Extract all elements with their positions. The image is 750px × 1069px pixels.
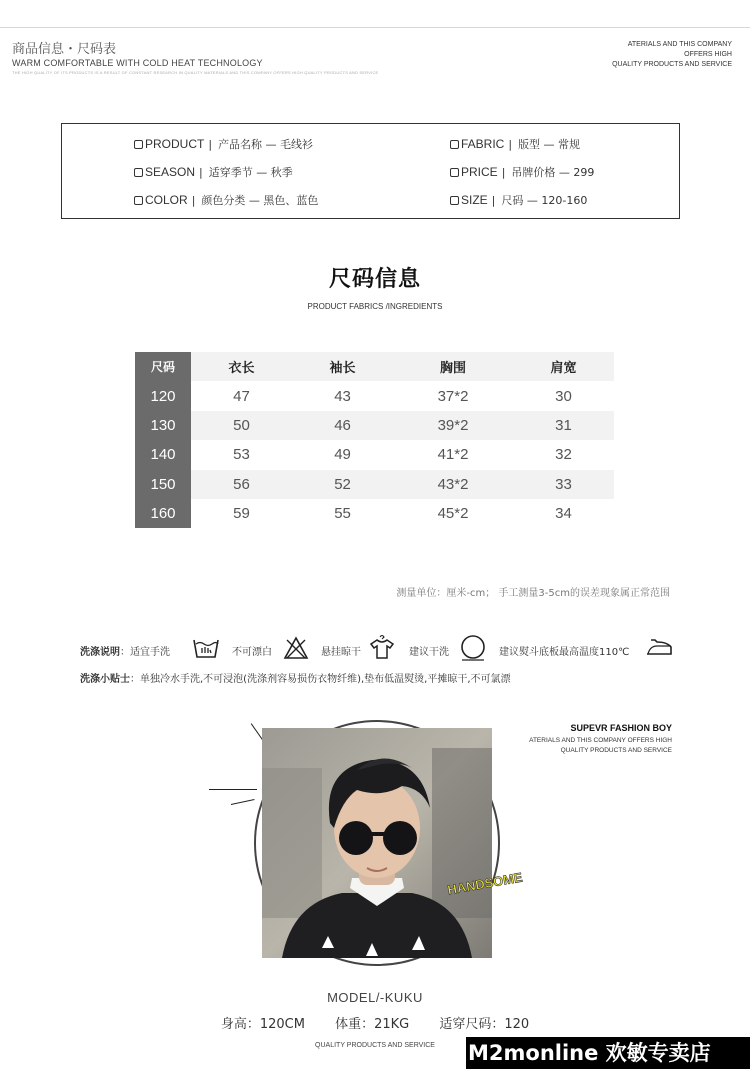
deco-line <box>231 799 255 805</box>
no-bleach-text: 不可漂白 <box>232 647 272 658</box>
info-size: SIZE | 尺码 — 120-160 <box>450 192 587 208</box>
table-cell: 56 <box>191 470 292 499</box>
table-cell: 37*2 <box>437 387 469 405</box>
table-cell: 43*2 <box>393 470 513 499</box>
header-shoulder: 肩宽 <box>513 352 614 381</box>
checkbox-icon <box>450 140 459 149</box>
table-cell: 41*2 <box>437 446 469 464</box>
hang-dry-icon <box>369 634 395 663</box>
table-row <box>135 411 614 440</box>
product-info-box <box>61 123 680 219</box>
table-row <box>135 470 614 499</box>
hand-wash-text: ：适宜手洗 <box>120 647 170 658</box>
tips-text: ：单独冷水手洗,不可浸泡(洗涤剂容易损伤衣物纤维),垫布低温熨烫,平摊晾干,不可氯漂 <box>130 674 511 685</box>
checkbox-icon <box>134 140 143 149</box>
tips-label: 洗涤小贴士 <box>80 674 130 685</box>
hang-dry-text: 悬挂晾干 <box>321 647 361 658</box>
model-stats <box>0 1013 750 1032</box>
model-label: MODEL/-KUKU <box>327 990 423 1005</box>
table-cell: 130 <box>135 411 191 440</box>
top-divider <box>0 27 750 28</box>
table-cell: 55 <box>334 505 351 523</box>
iron-icon <box>645 638 673 659</box>
table-cell: 33 <box>513 470 614 499</box>
table-cell: 46 <box>292 411 393 440</box>
page-title: 商品信息・尺码表 <box>12 42 117 57</box>
table-cell: 50 <box>191 411 292 440</box>
table-row <box>135 381 614 410</box>
table-cell: 34 <box>555 505 572 523</box>
table-cell: 31 <box>513 411 614 440</box>
table-cell: 45*2 <box>437 505 469 523</box>
table-cell: 47 <box>233 387 250 405</box>
info-season: SEASON | 适穿季节 — 秋季 <box>134 164 293 180</box>
table-cell: 140 <box>135 440 191 469</box>
table-cell: 49 <box>334 446 351 464</box>
measurement-note: 测量单位：厘米-cm； 手工测量3-5cm的误差现象属正常范围 <box>396 588 670 599</box>
checkbox-icon <box>134 196 143 205</box>
checkbox-icon <box>450 196 459 205</box>
table-cell: 59 <box>233 505 250 523</box>
table-row <box>135 499 614 528</box>
checkbox-icon <box>134 168 143 177</box>
header-length: 衣长 <box>191 352 292 381</box>
size-section-title: 尺码信息 <box>328 267 421 292</box>
page-tagline: THE HIGH QUALITY OF ITS PRODUCTS IS A RESULT OF CONSTANT RESEARCH IN QUALITY MATERIALS AND THIS COMPANY OFFERS HIGH QUALITY PRODUCTS AND SERVICE <box>12 70 379 75</box>
iron-text: 建议熨斗底板最高温度110℃ <box>499 647 630 658</box>
table-cell: 52 <box>292 470 393 499</box>
page-subtitle: WARM COMFORTABLE WITH COLD HEAT TECHNOLOGY <box>12 58 263 68</box>
brand-title: SUPEVR FASHION BOY <box>570 723 672 733</box>
table-cell: 160 <box>135 499 191 528</box>
table-cell: 120 <box>135 381 191 410</box>
dry-clean-icon <box>460 635 486 664</box>
care-instructions <box>80 634 680 664</box>
size-table <box>135 352 614 528</box>
care-label: 洗涤说明 <box>80 647 120 658</box>
size-section-subtitle: PRODUCT FABRICS /INGREDIENTS <box>307 302 443 311</box>
info-fabric: FABRIC | 版型 — 常规 <box>450 136 580 152</box>
header-size: 尺码 <box>135 352 191 381</box>
handsome-sticker: HANDSOME <box>446 869 524 898</box>
table-cell: 32 <box>555 446 572 464</box>
table-cell: 53 <box>233 446 250 464</box>
hand-wash-icon <box>192 636 220 663</box>
table-cell: 39*2 <box>393 411 513 440</box>
model-photo <box>262 728 524 958</box>
no-bleach-icon <box>283 636 309 663</box>
deco-line <box>209 789 257 790</box>
table-cell: 150 <box>135 470 191 499</box>
table-cell: 30 <box>555 387 572 405</box>
brand-lines: ATERIALS AND THIS COMPANY OFFERS HIGH QUALITY PRODUCTS AND SERVICE <box>529 737 672 754</box>
model-weight: 体重：21KG <box>335 1017 410 1032</box>
info-color: COLOR | 颜色分类 — 黑色、蓝色 <box>134 192 318 208</box>
checkbox-icon <box>450 168 459 177</box>
brand-block <box>529 723 672 756</box>
header-sleeve: 袖长 <box>292 352 393 381</box>
dry-clean-text: 建议干洗 <box>409 647 449 658</box>
model-size: 适穿尺码：120 <box>439 1017 530 1032</box>
table-row <box>135 440 614 469</box>
header-chest: 胸围 <box>393 352 513 381</box>
care-tips <box>80 670 511 685</box>
info-price: PRICE | 吊牌价格 — 299 <box>450 164 594 180</box>
info-product: PRODUCT | 产品名称 — 毛线衫 <box>134 136 313 152</box>
table-cell: 43 <box>334 387 351 405</box>
store-badge: M2monline 欢敏专卖店 <box>466 1037 750 1069</box>
bottom-tagline: QUALITY PRODUCTS AND SERVICE <box>315 1042 435 1049</box>
header-right-text: ATERIALS AND THIS COMPANY OFFERS HIGH QUALITY PRODUCTS AND SERVICE <box>612 41 732 68</box>
model-height: 身高：120CM <box>220 1017 305 1032</box>
size-table-header <box>135 352 614 381</box>
